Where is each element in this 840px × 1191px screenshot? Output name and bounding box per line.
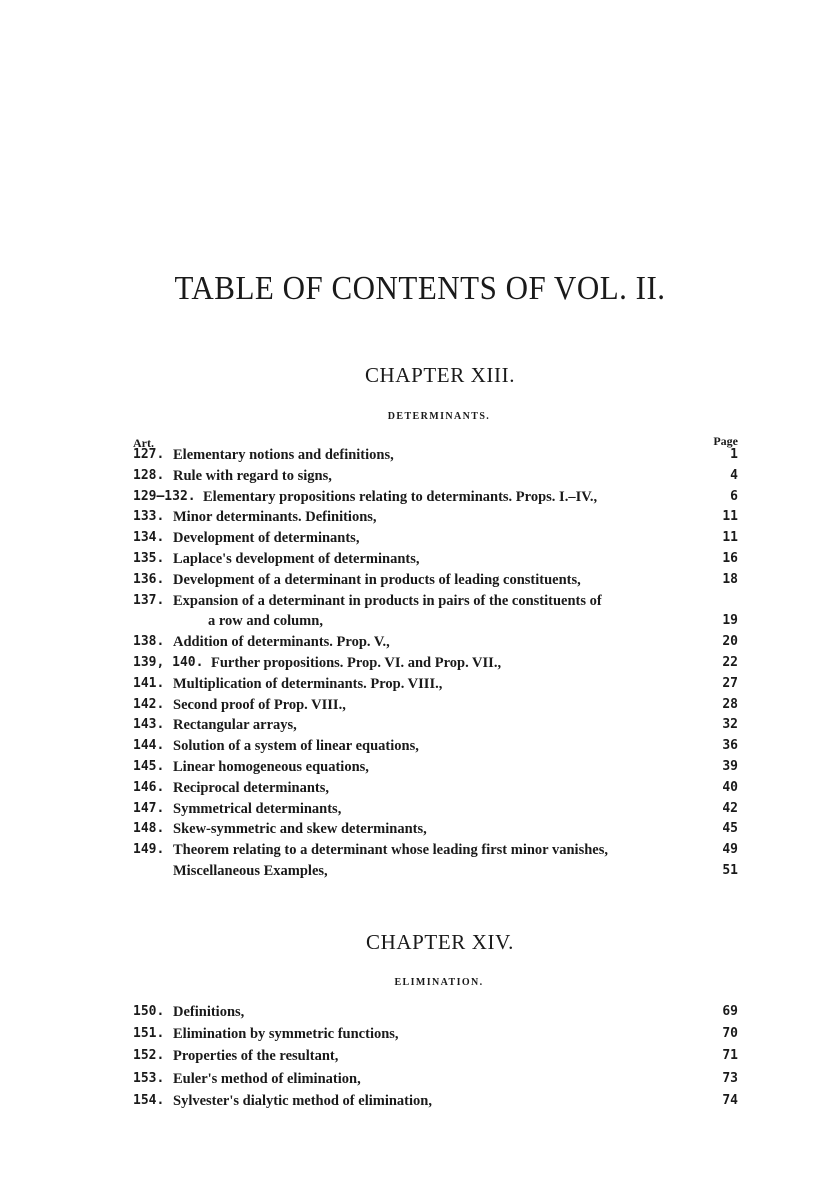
page-number: 73	[722, 1070, 738, 1086]
toc-entry	[0, 738, 840, 758]
entry-title: Addition of determinants. Prop. V.,	[173, 634, 390, 651]
page-number: 6	[730, 488, 738, 504]
entry-title: Miscellaneous Examples,	[173, 863, 328, 879]
chapter-subtitle-determinants: DETERMINANTS.	[387, 411, 491, 422]
article-number: 135.	[133, 551, 165, 566]
entry-title: Euler's method of elimination,	[173, 1070, 361, 1087]
article-number: 137.	[133, 592, 165, 608]
article-number: 144.	[133, 738, 165, 754]
toc-entry	[0, 717, 840, 737]
article-number: 136.	[133, 571, 165, 587]
page-number: 51	[722, 863, 738, 878]
article-number: 154.	[133, 1092, 165, 1108]
article-number: 148.	[133, 821, 165, 837]
page-number: 49	[722, 842, 738, 858]
toc-entry	[0, 780, 840, 800]
toc-entry	[0, 613, 840, 633]
page-number: 16	[722, 551, 738, 566]
page-number: 69	[722, 1004, 738, 1019]
page-number: 36	[722, 738, 738, 754]
entry-title: Skew-symmetric and skew determinants,	[173, 821, 427, 838]
article-number: 150.	[133, 1004, 165, 1019]
entry-title: Rule with regard to signs,	[173, 467, 332, 484]
toc-entry	[0, 1071, 840, 1091]
toc-entry	[0, 821, 840, 841]
entry-title: Sylvester's dialytic method of elimination,	[173, 1092, 432, 1109]
toc-entry	[0, 551, 840, 571]
toc-entry	[0, 447, 840, 467]
page-number: 70	[722, 1026, 738, 1042]
column-header-page: Page	[713, 434, 738, 448]
article-number: 143.	[133, 717, 165, 733]
page-title: TABLE OF CONTENTS OF VOL. II.	[174, 268, 666, 307]
chapter-heading-xiv: CHAPTER XIV.	[366, 930, 514, 954]
entry-title: Second proof of Prop. VIII.,	[173, 696, 346, 713]
page-number: 22	[722, 655, 738, 670]
toc-entry	[0, 1048, 840, 1068]
toc-entry	[0, 509, 840, 529]
entry-title: Definitions,	[173, 1004, 245, 1020]
toc-entry	[0, 572, 840, 592]
page-number: 1	[730, 447, 738, 462]
entry-title: Minor determinants. Definitions,	[173, 509, 377, 526]
entry-title: Reciprocal determinants,	[173, 779, 329, 796]
toc-entry	[0, 863, 840, 883]
toc-entry	[0, 1026, 840, 1046]
entry-title: Symmetrical determinants,	[173, 800, 342, 817]
page-number: 42	[722, 800, 738, 816]
page-number: 18	[722, 571, 738, 587]
toc-entry	[0, 697, 840, 717]
page-number: 28	[722, 696, 738, 712]
article-number: 138.	[133, 634, 165, 650]
article-number: 127.	[133, 447, 165, 462]
page-number: 20	[722, 634, 738, 650]
page-number: 74	[722, 1092, 738, 1108]
article-number: 152.	[133, 1048, 165, 1064]
toc-entry	[0, 676, 840, 696]
page-number: 4	[730, 467, 738, 483]
article-number: 153.	[133, 1070, 165, 1086]
entry-title: Properties of the resultant,	[173, 1048, 339, 1065]
article-number: 134.	[133, 530, 165, 546]
page-number: 27	[722, 675, 738, 691]
entry-title: Solution of a system of linear equations,	[173, 738, 419, 755]
article-number: 128.	[133, 467, 165, 483]
page-number: 11	[722, 509, 738, 525]
entry-title: Laplace's development of determinants,	[173, 551, 420, 567]
toc-entry	[0, 634, 840, 654]
toc-entry	[0, 801, 840, 821]
column-header-art: Art.	[133, 436, 154, 450]
entry-title: Multiplication of determinants. Prop. VIII.,	[173, 675, 443, 692]
page-number: 19	[722, 613, 738, 629]
page-number: 11	[722, 530, 738, 546]
article-number: 149.	[133, 842, 165, 858]
entry-title: Theorem relating to a determinant whose leading first minor vanishes,	[173, 842, 608, 859]
chapter-subtitle-elimination: ELIMINATION.	[394, 977, 484, 988]
toc-entry	[0, 1093, 840, 1113]
entry-title: Elementary propositions relating to determinants. Props. I.–IV.,	[203, 488, 598, 505]
chapter-heading-xiii: CHAPTER XIII.	[364, 363, 516, 387]
toc-entry	[0, 842, 840, 862]
page-number: 71	[722, 1048, 738, 1064]
toc-entry	[0, 593, 840, 613]
page-number: 40	[722, 779, 738, 795]
toc-entry	[0, 655, 840, 675]
page-number: 45	[722, 821, 738, 837]
page-number: 32	[722, 717, 738, 733]
entry-title: Elementary notions and definitions,	[173, 447, 394, 463]
article-number: 141.	[133, 675, 165, 691]
entry-title: Linear homogeneous equations,	[173, 759, 369, 775]
toc-entry	[0, 759, 840, 779]
toc-entry	[0, 1004, 840, 1024]
article-number: 139, 140.	[133, 655, 204, 670]
article-number: 151.	[133, 1026, 165, 1042]
entry-title: a row and column,	[208, 613, 323, 630]
article-number: 129–132.	[133, 488, 196, 504]
entry-title: Rectangular arrays,	[173, 717, 297, 734]
entry-title: Development of a determinant in products of leading constituents,	[173, 571, 581, 588]
entry-title: Expansion of a determinant in products in pairs of the constituents of	[173, 592, 602, 609]
toc-entry	[0, 468, 840, 488]
page-number: 39	[722, 759, 738, 774]
entry-title: Elimination by symmetric functions,	[173, 1026, 399, 1043]
article-number: 133.	[133, 509, 165, 525]
article-number: 147.	[133, 800, 165, 816]
toc-entry	[0, 489, 840, 509]
entry-title: Further propositions. Prop. VI. and Prop. VII.,	[211, 655, 502, 671]
article-number: 145.	[133, 759, 165, 774]
article-number: 146.	[133, 779, 165, 795]
toc-entry	[0, 530, 840, 550]
entry-title: Development of determinants,	[173, 530, 360, 547]
article-number: 142.	[133, 696, 165, 712]
